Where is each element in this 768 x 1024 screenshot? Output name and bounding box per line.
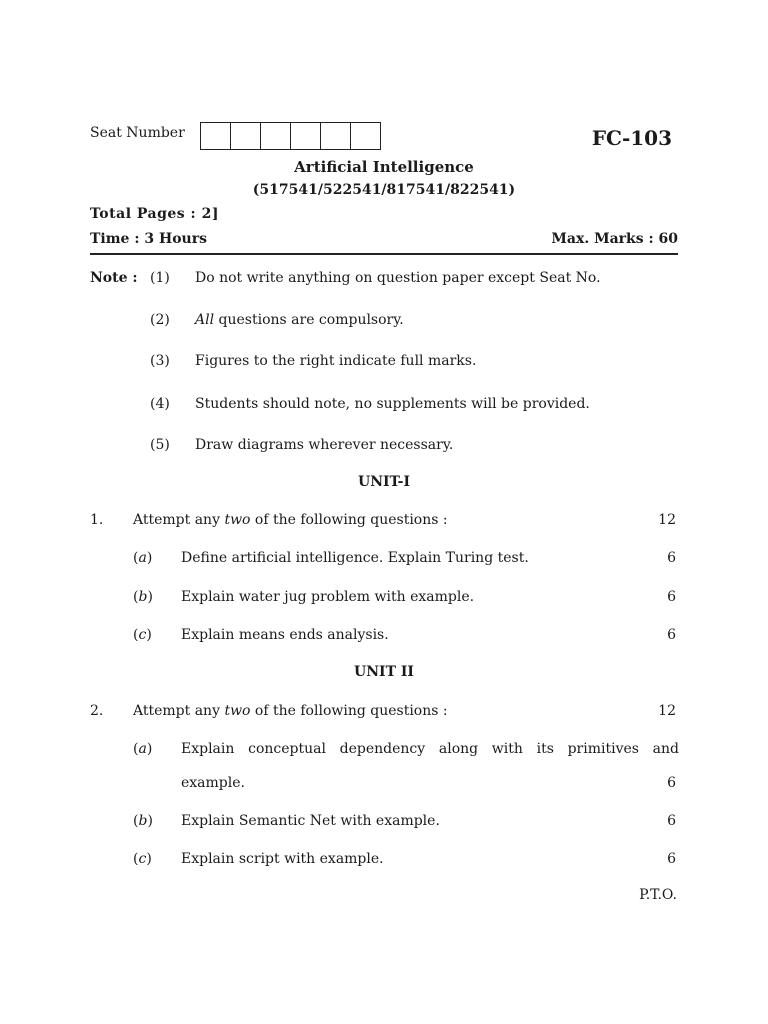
note-number: (5) xyxy=(150,437,170,453)
subquestion-letter: a xyxy=(138,741,147,757)
subquestion-text: Define artificial intelligence. Explain Turing test. xyxy=(181,550,529,566)
note-text xyxy=(195,312,404,328)
paper-code: FC-103 xyxy=(591,126,672,150)
seat-number-label: Seat Number xyxy=(90,125,185,141)
question-marks: 12 xyxy=(658,703,676,719)
seat-number-box xyxy=(260,122,291,150)
subquestion-marks: 6 xyxy=(667,627,676,643)
subquestion-label: (c) xyxy=(133,627,152,643)
seat-number-box xyxy=(290,122,321,150)
max-marks: Max. Marks : 60 xyxy=(551,231,678,247)
unit-heading: UNIT II xyxy=(354,664,414,680)
seat-number-box xyxy=(230,122,261,150)
note-text: Figures to the right indicate full marks. xyxy=(195,353,477,369)
question-emphasis: two xyxy=(224,512,251,528)
question-number: 1. xyxy=(90,512,104,528)
subquestion-text: Explain means ends analysis. xyxy=(181,627,389,643)
seat-number-box xyxy=(320,122,351,150)
question-text-start: Attempt any xyxy=(133,703,225,719)
note-number: (4) xyxy=(150,396,170,412)
subquestion-label: (b) xyxy=(133,813,153,829)
subquestion-letter: a xyxy=(138,550,147,566)
subquestion-text: Explain Semantic Net with example. xyxy=(181,813,440,829)
total-pages: Total Pages : 2] xyxy=(90,206,219,222)
subquestion-text: Explain water jug problem with example. xyxy=(181,589,475,605)
seat-number-box xyxy=(200,122,231,150)
question-emphasis: two xyxy=(224,703,251,719)
note-label: Note : xyxy=(90,270,138,286)
subquestion-label: (a) xyxy=(133,550,153,566)
note-text: Students should note, no supplements will be provided. xyxy=(195,396,590,412)
subquestion-marks: 6 xyxy=(667,550,676,566)
subquestion-marks: 6 xyxy=(667,589,676,605)
subquestion-label: (c) xyxy=(133,851,152,867)
seat-number-boxes xyxy=(200,122,381,150)
subquestion-letter: c xyxy=(138,627,147,643)
note-number: (2) xyxy=(150,312,170,328)
note-text: Do not write anything on question paper except Seat No. xyxy=(195,270,601,286)
question-text-end: of the following questions : xyxy=(250,512,448,528)
question-text xyxy=(133,703,448,719)
subquestion-letter: b xyxy=(138,813,148,829)
question-text-end: of the following questions : xyxy=(250,703,448,719)
note-emphasis: All xyxy=(195,312,215,328)
subquestion-letter: b xyxy=(138,589,148,605)
question-marks: 12 xyxy=(658,512,676,528)
subquestion-text: Explain script with example. xyxy=(181,851,384,867)
subquestion-letter: c xyxy=(138,851,147,867)
header-divider xyxy=(90,253,678,255)
note-number: (3) xyxy=(150,353,170,369)
question-text-start: Attempt any xyxy=(133,512,225,528)
subquestion-marks: 6 xyxy=(667,813,676,829)
question-text xyxy=(133,512,448,528)
subject-codes: (517541/522541/817541/822541) xyxy=(252,182,516,198)
note-text: Draw diagrams wherever necessary. xyxy=(195,437,454,453)
please-turn-over: P.T.O. xyxy=(639,887,677,903)
subquestion-marks: 6 xyxy=(667,851,676,867)
question-number: 2. xyxy=(90,703,104,719)
note-text-rest: questions are compulsory. xyxy=(214,312,404,328)
subquestion-label: (b) xyxy=(133,589,153,605)
note-number: (1) xyxy=(150,270,170,286)
subquestion-label: (a) xyxy=(133,741,153,757)
seat-number-box xyxy=(350,122,381,150)
subquestion-text: Explain conceptual dependency along with its primitives and xyxy=(181,741,679,757)
exam-time: Time : 3 Hours xyxy=(90,231,207,247)
subquestion-marks: 6 xyxy=(667,775,676,791)
subject-title: Artificial Intelligence xyxy=(294,158,474,176)
unit-heading: UNIT-I xyxy=(357,474,410,490)
subquestion-text-continued: example. xyxy=(181,775,245,791)
